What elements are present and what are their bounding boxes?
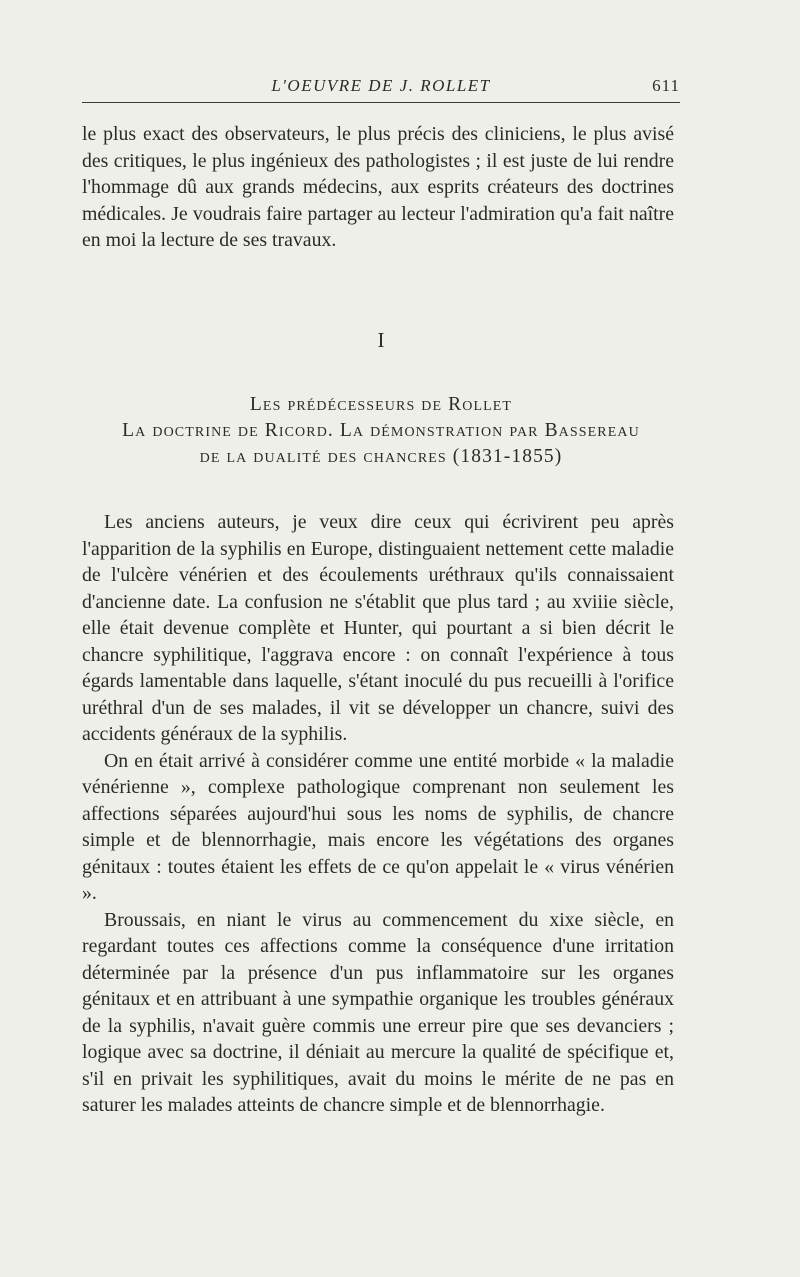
section-title-line: La doctrine de Ricord. La démonstration par Bassereau (122, 420, 640, 441)
section-title-line: de la dualité des chancres (1831-1855) (199, 446, 563, 467)
body-text (82, 509, 674, 1119)
section-title-line: Les prédécesseurs de Rollet (249, 394, 513, 415)
intro-text (82, 121, 674, 254)
paragraph: Les anciens auteurs, je veux dire ceux qui écrivirent peu après l'apparition de la syphilis en Europe, distinguaient nettement cette maladie de l'ulcère vénérien et des écoulements uréthraux qu'ils connaissaient d'ancienne date. La confusion ne s'établit que plus tard ; au xviiie siècle, elle était devenue complète et Hunter, qui pourtant a si bien décrit le chancre syphilitique, l'aggrava encore : on connaît l'expérience à tous égards lamentable dans laquelle, s'étant inoculé du pus recueilli à l'orifice uréthral d'un de ses malades, il vit se développer un chancre, suivi des accidents généraux de la syphilis. (82, 511, 674, 745)
header-rule (82, 102, 680, 103)
intro-paragraph: le plus exact des observateurs, le plus précis des cliniciens, le plus avisé des critiques, le plus ingénieux des pathologistes ; il est juste de lui rendre l'hommage dû aux grands médecins, aux esprits créateurs des doctrines médicales. Je voudrais faire partager au lecteur l'admiration qu'a fait naître en moi la lecture de ses travaux. (82, 123, 674, 251)
page-number: 611 (652, 76, 680, 95)
paragraph: Broussais, en niant le virus au commencement du xixe siècle, en regardant toutes ces affections comme la conséquence d'une irritation déterminée par la présence d'un pus inflammatoire sur les organes génitaux et en attribuant à une sympathie organique les troubles généraux de la syphilis, n'avait guère commis une erreur pire que ses devanciers ; logique avec sa doctrine, il déniait au mercure la qualité de spécifique et, s'il en privait les syphilitiques, avait du moins le mérite de ne pas en saturer les malades atteints de chancre simple et de blennorrhagie. (82, 908, 674, 1116)
section-title (82, 392, 680, 470)
paragraph: On en était arrivé à considérer comme une entité morbide « la maladie vénérienne », complexe pathologique comprenant non seulement les affections séparées aujourd'hui sous les noms de syphilis, de chancre simple et de blennorrhagie, mais encore les végétations des organes génitaux : toutes étaient les effets de ce qu'on appelait le « virus vénérien ». (82, 749, 674, 904)
section-number: I (377, 328, 385, 352)
running-head (82, 76, 680, 102)
running-title: L'OEUVRE DE J. ROLLET (271, 76, 491, 95)
